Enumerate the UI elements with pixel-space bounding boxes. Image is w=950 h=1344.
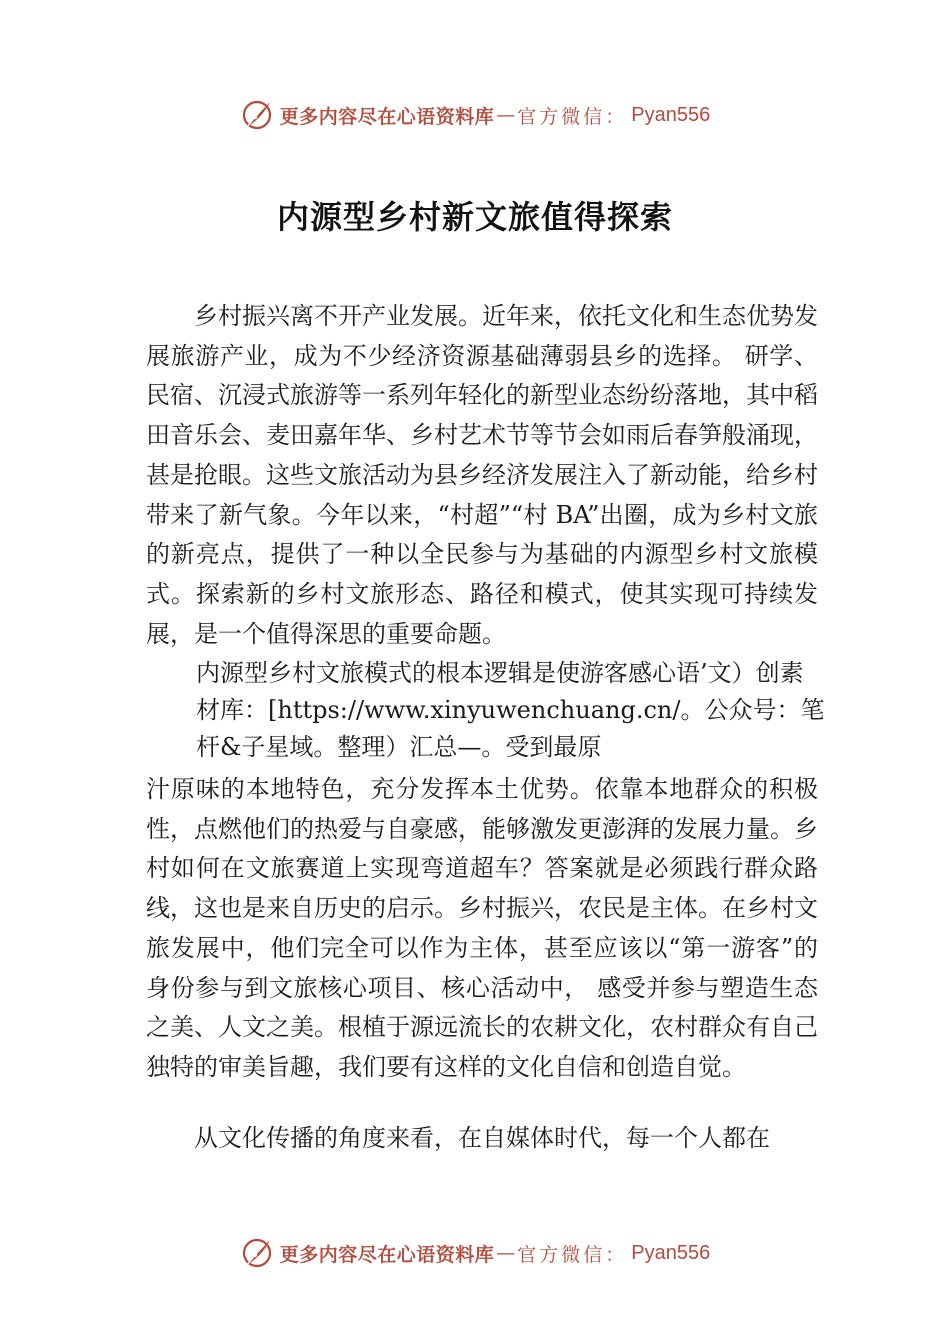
banner-wechat-label: 官方微信： xyxy=(517,105,628,128)
banner-wechat-id: Pyan556 xyxy=(631,1241,711,1264)
document-title: 内源型乡村新文旅值得探索 xyxy=(276,198,673,236)
header-banner xyxy=(0,95,950,135)
banner-slogan: 更多内容尽在心语资料库 xyxy=(279,105,495,128)
footer-banner xyxy=(0,1233,950,1273)
banner-slogan: 更多内容尽在心语资料库 xyxy=(279,1243,495,1266)
banner-wechat-id: Pyan556 xyxy=(631,103,711,126)
banner-separator: — xyxy=(496,1242,516,1264)
banner-separator: — xyxy=(496,104,516,126)
paragraph-2: 汁原味的本地特色，充分发挥本土优势。依靠本地群众的积极性，点燃他们的热爱与自豪感，能够激发更澎湃的发展力量。乡村如何在文旅赛道上实现弯道超车？答案就是必须践行群众路线，这也是来自历史的启示。乡村振兴，农民是主体。在乡村文旅发展中，他们完全可以作为主体，甚至应该以“第一游客”的身份参与到文旅核心项目、核心活动中， 感受并参与塑造生态之美、人文之美。根植于源远流长的农耕文化，农村群众有自己独特的审美旨趣，我们要有这样的文化自信和创造自觉。 xyxy=(146,775,818,1081)
paragraph-3: 从文化传播的角度来看，在自媒体时代，每一个人都在 xyxy=(194,1124,770,1152)
paragraph-1: 乡村振兴离不开产业发展。近年来，依托文化和生态优势发展旅游产业，成为不少经济资源基础薄弱县乡的选择。 研学、民宿、沉浸式旅游等一系列年轻化的新型业态纷纷落地，其中稻田音乐会、麦田嘉年华、乡村艺术节等节会如雨后春笋般涌现，甚是抢眼。这些文旅活动为县乡经济发展注入了新动能，给乡村带来了新气象。今年以来，“村超”“村 BA”出圈，成为乡村文旅的新亮点，提供了一种以全民参与为基础的内源型乡村文旅模式。探索新的乡村文旅形态、路径和模式，使其实现可持续发展，是一个值得深思的重要命题。 xyxy=(146,302,818,648)
quill-pen-logo-icon xyxy=(240,1236,274,1270)
banner-wechat-label: 官方微信： xyxy=(517,1243,628,1266)
paragraph-watermark-insert: 内源型乡村文旅模式的根本逻辑是使游客感心语’文）创素材库：[https://www.xinyuwenchuang.cn/。公众号：笔杆&子星域。整理）汇总—。受到最原 xyxy=(196,659,825,761)
quill-pen-logo-icon xyxy=(240,98,274,132)
